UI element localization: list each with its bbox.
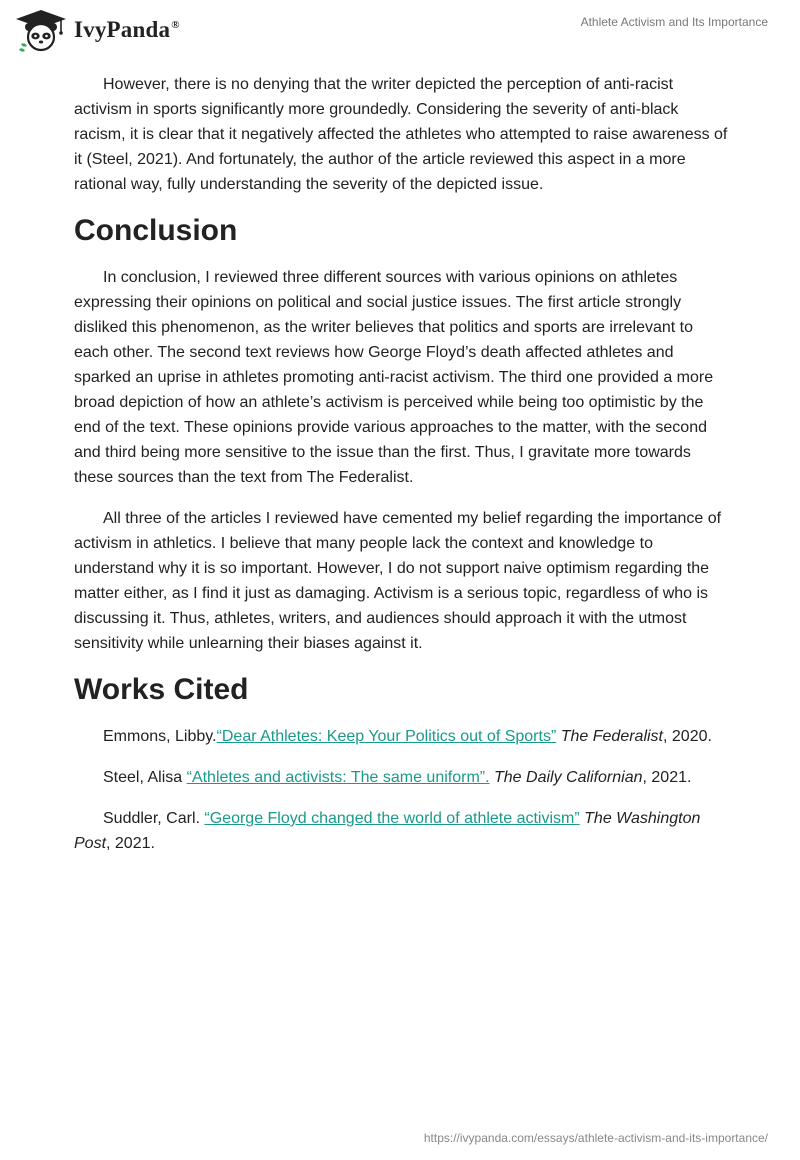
citation-link[interactable]: “George Floyd changed the world of athlete activism” (204, 810, 580, 827)
citation-emmons (74, 724, 728, 749)
page-header (0, 0, 800, 70)
citation-author: Steel, Alisa (103, 769, 187, 786)
citation-source: The Washington Post (74, 810, 701, 852)
conclusion-heading: Conclusion (74, 214, 238, 247)
conclusion-paragraph-2: All three of the articles I reviewed have cemented my belief regarding the importance of activism in athletics. I believe that many people lack the context and knowledge to understand why it is so important. However, I do not support naive optimism regarding the matter either, as I find it just as damaging. Activism is a serious topic, regardless of who is discussing it. Thus, athletes, writers, and audiences should approach it with the utmost sensitivity while unlearning their biases against it. (74, 510, 722, 652)
intro-paragraph: However, there is no denying that the writer depicted the perception of anti-racist activism in sports significantly more groundedly. Considering the severity of anti-black racism, it is clear that it negatively affected the athletes who attempted to raise awareness of it (Steel, 2021). And fortunately, the author of the article reviewed this aspect in a more rational way, fully understanding the severity of the depicted issue. (74, 76, 728, 193)
citation-year: , 2020. (663, 728, 712, 745)
conclusion-paragraph-1: In conclusion, I reviewed three different sources with various opinions on athletes expressing their opinions on political and social justice issues. The first article strongly disliked this phenomenon, as the writer believes that politics and sports are irrelevant to each other. The second text reviews how George Floyd’s death affected athletes and sparked an uprise in athletes promoting anti-racist activism. The third one provided a more broad depiction of how an athlete’s activism is perceived while being too optimistic by the end of the text. These opinions provide various approaches to the matter, with the second and third being more sensitive to the issue than the first. Thus, I gravitate more towards these sources than the text from The Federalist. (74, 269, 714, 486)
citation-year: , 2021. (642, 769, 692, 786)
citation-year: , 2021. (106, 835, 155, 852)
logo-text (74, 17, 180, 43)
essay-content (74, 72, 728, 872)
document-title: Athlete Activism and Its Importance (580, 15, 768, 29)
citation-link[interactable]: “Athletes and activists: The same uniform”. (186, 769, 490, 786)
footer-url[interactable]: https://ivypanda.com/essays/athlete-activism-and-its-importance/ (423, 1131, 768, 1145)
works-cited-heading: Works Cited (74, 673, 249, 706)
citation-link[interactable]: “Dear Athletes: Keep Your Politics out of Sports” (216, 728, 557, 745)
citation-source: The Daily Californian (494, 769, 643, 786)
panda-graduate-icon (14, 8, 68, 52)
logo[interactable] (14, 8, 180, 52)
citation-author: Emmons, Libby. (103, 728, 217, 745)
registered-mark: ® (171, 19, 180, 32)
citation-source: The Federalist (560, 728, 663, 745)
citation-suddler (74, 806, 728, 856)
citation-author: Suddler, Carl. (103, 810, 205, 827)
logo-wordmark: IvyPanda (74, 17, 171, 42)
citation-steel (74, 765, 728, 790)
